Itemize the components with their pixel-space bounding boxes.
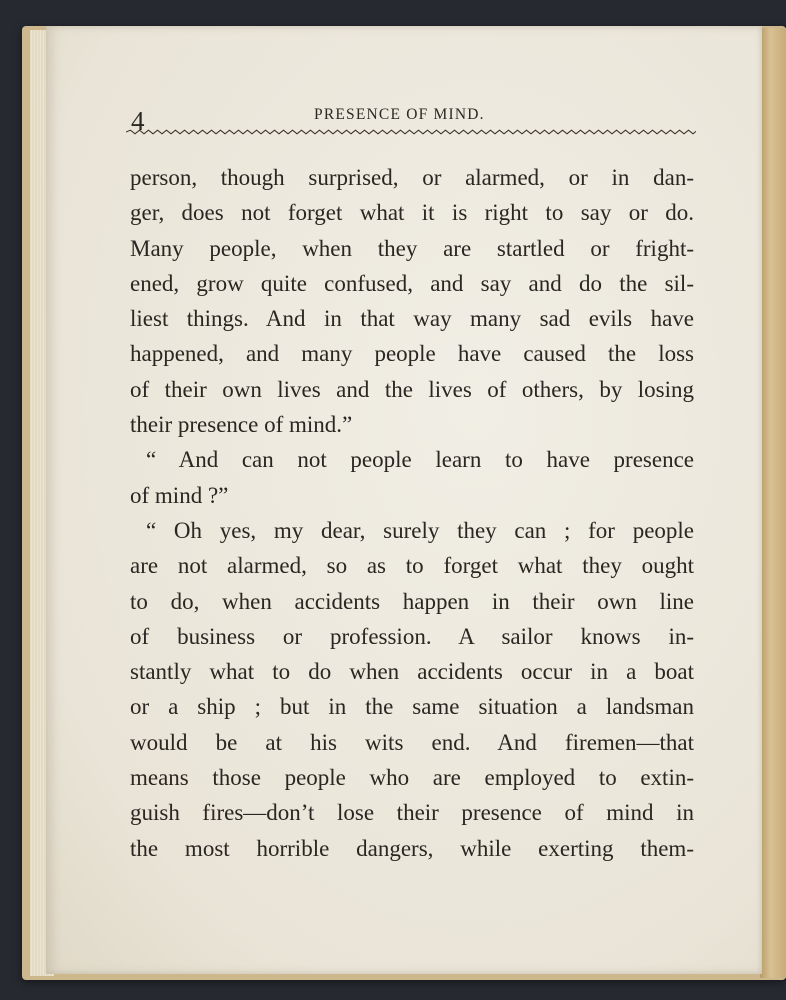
page-number: 4 bbox=[131, 106, 145, 136]
book-cover-edge bbox=[760, 28, 786, 978]
text-line: “ And can not people learn to have presence bbox=[146, 447, 694, 473]
text-line: to do, when accidents happen in their own line bbox=[130, 588, 694, 614]
text-line: or a ship ; but in the same situation a landsman bbox=[130, 694, 694, 720]
wavy-header-rule bbox=[126, 127, 696, 137]
text-line: would be at his wits end. And firemen—that bbox=[130, 729, 694, 755]
text-line: guish fires—don’t lose their presence of mind in bbox=[130, 800, 694, 826]
text-line: happened, and many people have caused the loss bbox=[130, 341, 694, 367]
text-line: means those people who are employed to extin- bbox=[130, 765, 694, 791]
text-line: of their own lives and the lives of others, by losing bbox=[130, 376, 694, 402]
text-line: Many people, when they are startled or fright- bbox=[130, 235, 694, 261]
text-line: of mind ?” bbox=[130, 482, 229, 508]
text-line: “ Oh yes, my dear, surely they can ; for people bbox=[146, 517, 694, 543]
body-text bbox=[130, 160, 694, 866]
text-line: of business or profession. A sailor knows in- bbox=[130, 623, 694, 649]
text-line: liest things. And in that way many sad evils have bbox=[130, 306, 694, 332]
text-line: ger, does not forget what it is right to say or do. bbox=[130, 200, 694, 226]
running-title: PRESENCE OF MIND. bbox=[314, 106, 485, 123]
text-line: stantly what to do when accidents occur in a boat bbox=[130, 659, 694, 685]
text-line: are not alarmed, so as to forget what they ought bbox=[130, 553, 694, 579]
text-line: their presence of mind.” bbox=[130, 412, 353, 438]
text-line: the most horrible dangers, while exerting them- bbox=[130, 835, 694, 861]
text-line: ened, grow quite confused, and say and do the sil- bbox=[130, 270, 694, 296]
text-line: person, though surprised, or alarmed, or in dan- bbox=[130, 165, 694, 190]
